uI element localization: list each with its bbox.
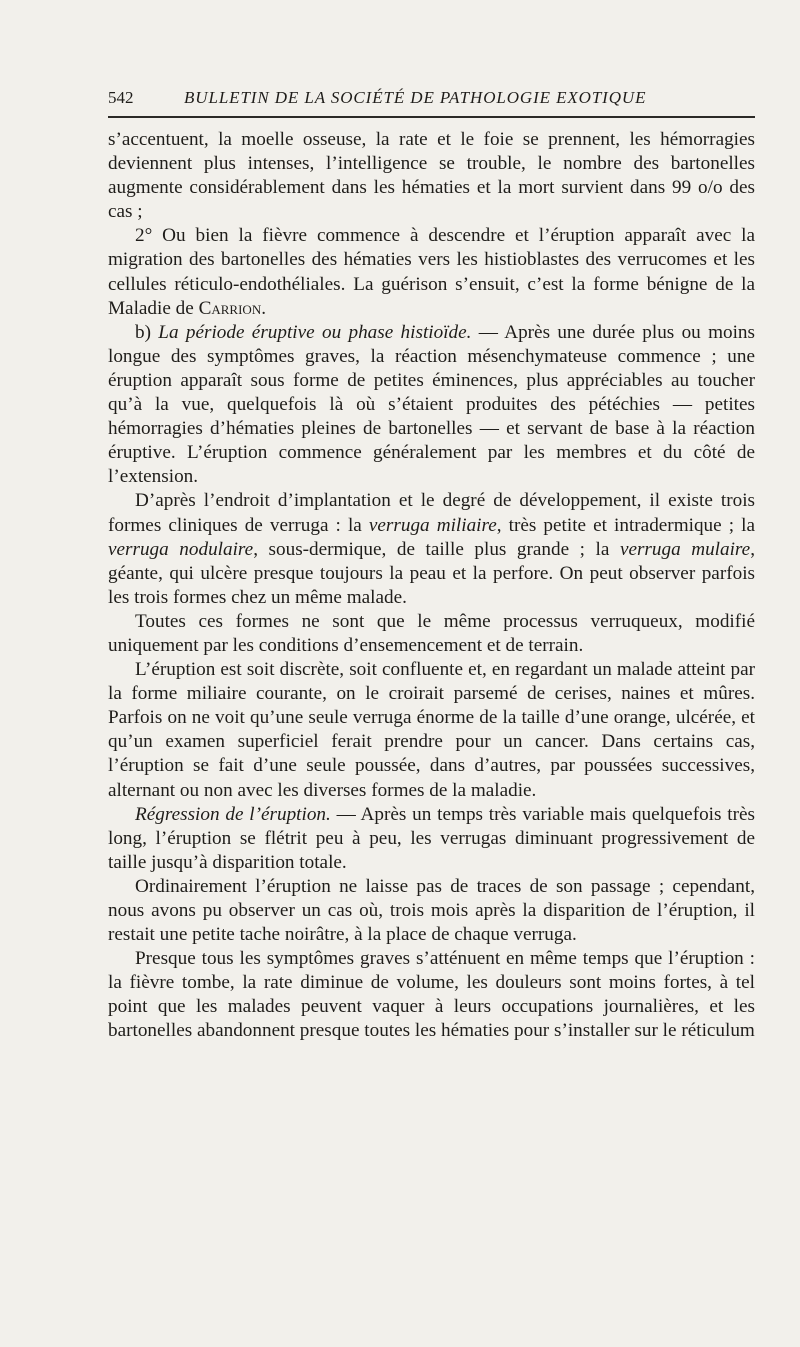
term-verruga-miliaire: verruga miliaire (368, 514, 497, 536)
page-number: 542 (108, 88, 134, 107)
paragraph-7 (108, 803, 755, 875)
term-verruga-nodulaire: verruga nodulaire (108, 538, 254, 560)
paragraph-9 (108, 947, 755, 1043)
paragraph-6-text: L’éruption est soit discrète, soit confluente et, en regardant un malade atteint par la forme miliaire courante, on le croirait parsemé de cerises, naines et mûres. Parfois on ne voit qu’une seule verruga énorme de la taille d’une orange, ulcérée, et qu’un examen superficiel ferait prendre pour un cancer. Dans certains cas, l’éruption se fait d’une seule poussée, dans d’autres, par poussées successives, alternant ou non avec les diverses formes de la maladie. (108, 659, 755, 801)
paragraph-8 (108, 875, 755, 947)
paragraph-6 (108, 658, 755, 803)
author-name-carrion: Carrion (198, 297, 262, 319)
paragraph-5-text: Toutes ces formes ne sont que le même processus verruqueux, modifié uniquement par les conditions d’ensemencement et de terrain. (108, 610, 755, 656)
paragraph-3-lead: b) (135, 321, 159, 343)
body-text (108, 128, 755, 1044)
paragraph-1 (108, 128, 755, 224)
paragraph-9-text: Presque tous les symptômes graves s’atténuent en même temps que l’éruption : la fièvre tombe, la rate diminue de volume, les douleurs sont moins fortes, à tel point que les malades peuvent vaquer à leurs occupations journalières, et les bartonelles abandonnent presque toutes les hématies pour s’installer sur le réticulum (108, 948, 755, 1042)
paragraph-4-text-c: , sous-dermique, de taille plus grande ; la (253, 538, 620, 560)
paragraph-8-text: Ordinairement l’éruption ne laisse pas de traces de son passage ; cependant, nous avons pu observer un cas où, trois mois après la disparition de l’éruption, il restait une petite tache noirâtre, à la place de chaque verruga. (108, 875, 755, 946)
paragraph-4 (108, 489, 755, 609)
term-verruga-mulaire: verruga mulaire (619, 538, 751, 560)
paragraph-2 (108, 224, 755, 320)
header-rule (108, 116, 755, 118)
paragraph-4-text-d: , géante, qui ulcère presque toujours la peau et la perfore. On peut observer parfois les trois formes chez un même malade. (108, 538, 755, 608)
paragraph-7-text: — Après un temps très variable mais quelquefois très long, l’éruption se flétrit peu à peu, les verrugas diminuant progressivement de taille jusqu’à disparition totale. (108, 803, 755, 873)
paragraph-2-text: 2° Ou bien la fièvre commence à descendre et l’éruption apparaît avec la migration des bartonelles des hématies vers les histioblastes des verrucomes et les cellules réticulo-endothéliales. La guérison s’ensuit, c’est la forme bénigne de la Maladie de (108, 225, 755, 319)
paragraph-1-text: s’accentuent, la moelle osseuse, la rate et le foie se prennent, les hémorragies deviennent plus intenses, l’intelligence se trouble, le nombre des bartonelles augmente considérablement dans les hématies et la mort survient dans 99 o/o des cas ; (108, 129, 755, 223)
running-title: BULLETIN DE LA SOCIÉTÉ DE PATHOLOGIE EXOTIQUE (184, 88, 647, 107)
paragraph-2-end: . (261, 297, 267, 319)
section-heading-eruptive-period: La période éruptive ou phase histioïde. (158, 321, 472, 343)
paragraph-3-text: — Après une durée plus ou moins longue des symptômes graves, la réaction mésenchymateuse commence ; une éruption apparaît sous forme de petites éminences, plus appréciables au toucher qu’à la vue, quelquefois là où s’étaient produites des pétéchies — petites hémorragies d’hématies pleines de bartonelles — et servant de base à la réaction éruptive. L’éruption commence généralement par les membres et du côté de l’extension. (108, 321, 755, 488)
paragraph-4-text-a: D’après l’endroit d’implantation et le degré de développement, il existe trois formes cliniques de verruga : la (108, 490, 755, 536)
section-heading-regression: Régression de l’éruption. (135, 803, 331, 825)
paragraph-5 (108, 610, 755, 658)
page-header (108, 86, 755, 110)
paragraph-4-text-b: , très petite et intradermique ; la (496, 514, 755, 536)
paragraph-3 (108, 321, 755, 490)
